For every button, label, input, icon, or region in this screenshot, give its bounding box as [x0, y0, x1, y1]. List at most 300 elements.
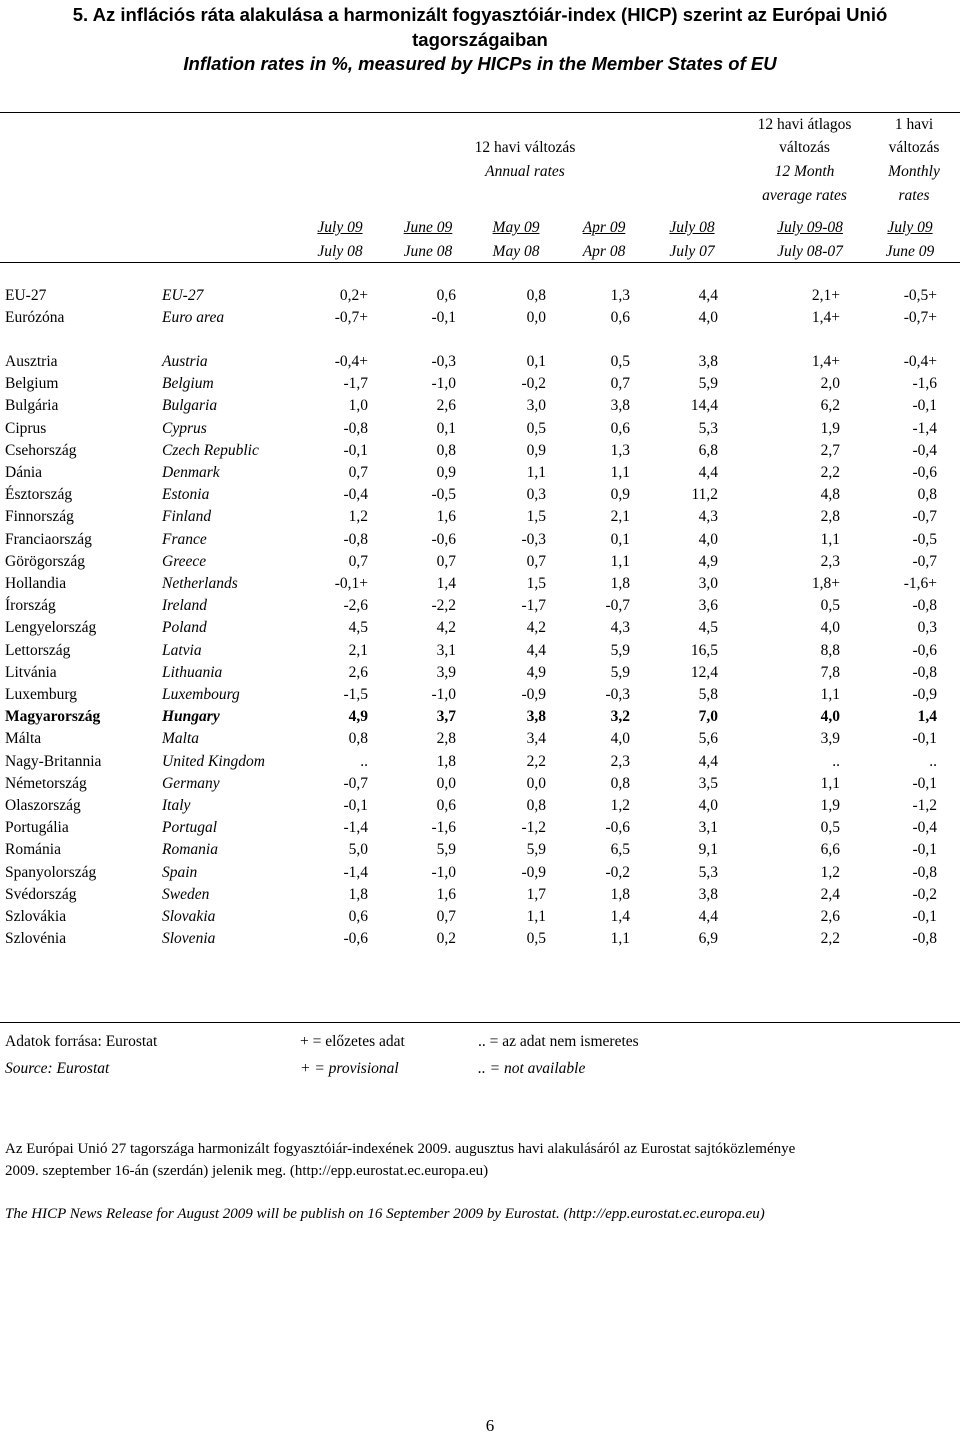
period-header-bottom: June 08 [403, 243, 453, 260]
rate-value: 3,9 [436, 663, 456, 681]
rate-value: -0,1 [431, 309, 456, 327]
rate-value: 4,5 [348, 619, 368, 637]
table-row [0, 573, 960, 595]
rate-value: -0,8 [343, 419, 368, 437]
rate-value: -1,4 [343, 819, 368, 837]
rate-value: 4,9 [348, 708, 368, 726]
rate-value: -0,6 [605, 819, 630, 837]
rate-value: 5,8 [698, 686, 718, 703]
rate-value: -0,7+ [334, 309, 368, 327]
rate-value: -0,1 [343, 441, 368, 459]
rate-value: 2,6 [348, 663, 368, 681]
rate-value: 4,4 [698, 287, 718, 304]
table-row [0, 773, 960, 795]
table-row [0, 418, 960, 440]
table-row [0, 373, 960, 395]
rate-value: 14,4 [690, 397, 718, 415]
rate-value: -1,0 [431, 686, 456, 703]
rate-value: 1,3 [610, 441, 630, 459]
rate-value: 0,6 [610, 419, 630, 437]
rate-value: 8,8 [820, 641, 840, 659]
rate-value: 3,8 [610, 397, 630, 415]
rate-value: 2,6 [436, 397, 456, 415]
period-header-top: June 09 [403, 219, 453, 236]
rate-value: 1,8 [348, 885, 368, 903]
page-number: 6 [485, 1416, 495, 1435]
rate-value: -1,2 [521, 819, 546, 837]
rate-value: 1,5 [526, 575, 546, 592]
table-row [0, 551, 960, 573]
rate-value: 0,0 [436, 774, 456, 792]
rate-value: 1,4 [917, 708, 937, 726]
rate-value: 0,8 [348, 730, 368, 748]
country-name-hu: Görögország [5, 552, 86, 570]
rate-value: 0,8 [610, 774, 630, 792]
rate-value: -0,8 [912, 863, 937, 881]
rate-value: 2,3 [820, 552, 840, 570]
country-name-en: Belgium [162, 375, 214, 393]
rate-value: 0,8 [526, 287, 546, 304]
rate-value: 4,9 [698, 552, 718, 570]
annual-rates-en: Annual rates [485, 163, 565, 180]
rate-value: -0,2 [912, 885, 937, 903]
rate-value: 3,7 [436, 708, 456, 726]
country-name-hu: Litvánia [5, 663, 57, 681]
rate-value: 3,2 [610, 708, 630, 726]
rate-value: 7,0 [698, 708, 718, 726]
page-subtitle-en: Inflation rates in %, measured by HICPs in the Member States of EU [183, 53, 777, 74]
rate-value: 4,0 [820, 708, 840, 726]
rate-value: -1,5 [343, 686, 368, 703]
rate-value: 4,8 [820, 486, 840, 504]
country-name-hu: Szlovénia [5, 930, 67, 948]
table-row [0, 640, 960, 662]
rate-value: 5,9 [436, 841, 456, 859]
country-name-en: Malta [162, 730, 200, 748]
country-name-en: Spain [162, 863, 198, 881]
rate-value: 0,1 [526, 353, 546, 370]
period-header-bottom: May 08 [492, 243, 540, 260]
country-name-hu: Spanyolország [5, 863, 97, 881]
rate-value: 0,5 [526, 419, 546, 437]
rate-value: 5,9 [526, 841, 546, 859]
source-hu: Adatok forrása: Eurostat [5, 1033, 158, 1050]
rate-value: 4,4 [698, 908, 718, 925]
country-name-en: Euro area [162, 309, 225, 327]
rate-value: 6,5 [610, 841, 630, 859]
rate-value: 0,5 [820, 597, 840, 615]
rate-value: 5,0 [348, 841, 368, 859]
country-name-en: Cyprus [162, 419, 207, 437]
country-name-hu: Eurózóna [5, 309, 65, 327]
release-note-hu-1: Az Európai Unió 27 tagországa harmonizált fogyasztóiár-indexének 2009. augusztus havi alakulásáról az Eurostat sajtóközleménye [5, 1141, 796, 1157]
period-header-bottom: July 08 [317, 243, 363, 260]
table-row [0, 751, 960, 773]
rate-value: -1,4 [912, 419, 937, 437]
rate-value: 1,1 [610, 464, 630, 481]
table-row [0, 906, 960, 928]
rate-value: 6,6 [820, 841, 840, 859]
rate-value: -0,9 [521, 686, 546, 703]
rate-value: 0,9 [526, 441, 546, 459]
table-row [0, 617, 960, 639]
rate-value: -0,3 [521, 530, 546, 548]
monthly-rates-en-1: Monthly [888, 163, 940, 180]
rate-value: -0,6 [343, 930, 368, 948]
rate-value: 1,9 [820, 419, 840, 437]
table-row [0, 839, 960, 861]
period-header-bottom: July 08-07 [777, 243, 843, 260]
rate-value: 3,1 [436, 641, 456, 659]
country-name-en: Luxembourg [162, 686, 240, 703]
rate-value: 0,7 [348, 552, 368, 570]
rate-value: 2,2 [820, 930, 840, 948]
country-name-hu: Dánia [5, 464, 43, 481]
header-bottom-rule [0, 262, 960, 263]
country-name-hu: Portugália [5, 819, 69, 837]
table-row [0, 506, 960, 528]
rate-value: 0,3 [917, 619, 937, 637]
rate-value: -0,5+ [903, 287, 937, 304]
country-name-hu: Magyarország [5, 708, 101, 726]
rate-value: 1,0 [348, 397, 368, 415]
rate-value: 3,8 [698, 885, 718, 903]
country-name-hu: Németország [5, 774, 87, 792]
rate-value: 3,0 [526, 397, 546, 415]
period-header-top: July 09 [317, 219, 363, 236]
table-row [0, 884, 960, 906]
avg-rates-en-2: average rates [762, 187, 847, 204]
rate-value: -1,0 [431, 375, 456, 393]
country-name-hu: Luxemburg [5, 686, 78, 703]
rate-value: -0,6 [431, 530, 456, 548]
rate-value: 3,1 [698, 819, 718, 837]
country-name-en: Greece [162, 552, 207, 570]
rate-value: 1,1 [820, 530, 840, 548]
table-row [0, 351, 960, 373]
rate-value: 9,1 [698, 841, 718, 859]
rate-value: -1,7 [521, 597, 546, 615]
table-row [0, 307, 960, 329]
table-row [0, 728, 960, 750]
country-name-hu: Belgium [5, 375, 59, 393]
country-name-hu: Ciprus [5, 419, 47, 437]
country-name-en: Poland [162, 619, 207, 637]
rate-value: 0,9 [610, 486, 630, 504]
rate-value: 3,6 [698, 597, 718, 615]
rate-value: 0,3 [526, 486, 546, 504]
rate-value: -0,6 [912, 641, 937, 659]
rate-value: -0,8 [912, 597, 937, 615]
country-name-hu: Málta [5, 730, 42, 748]
rate-value: 1,8 [610, 885, 630, 903]
avg-rates-hu-1: 12 havi átlagos [757, 116, 852, 133]
rate-value: 12,4 [690, 663, 718, 681]
rate-value: 4,2 [436, 619, 456, 637]
country-name-hu: Bulgária [5, 397, 59, 415]
not-available-en: .. = not available [478, 1060, 586, 1077]
rate-value: 11,2 [691, 486, 718, 504]
rate-value: -0,8 [343, 530, 368, 548]
rate-value: 2,7 [820, 441, 840, 459]
rate-value: -0,3 [605, 686, 630, 703]
rate-value: 1,8 [436, 752, 456, 770]
country-name-hu: Svédország [5, 885, 77, 903]
table-row [0, 395, 960, 417]
country-name-hu: Ausztria [5, 353, 58, 370]
period-header-top: July 09-08 [777, 219, 843, 236]
source-en: Source: Eurostat [5, 1060, 110, 1077]
rate-value: 3,8 [526, 708, 546, 726]
monthly-rates-en-2: rates [898, 187, 930, 204]
rate-value: .. [832, 752, 840, 770]
monthly-rates-hu-1: 1 havi [894, 116, 934, 133]
rate-value: 1,3 [610, 287, 630, 304]
rate-value: -1,0 [431, 863, 456, 881]
rate-value: 4,9 [526, 663, 546, 681]
rate-value: 2,4 [820, 885, 840, 903]
rate-value: -0,5 [431, 486, 456, 504]
country-name-hu: Franciaország [5, 530, 92, 548]
rate-value: 3,9 [820, 730, 840, 748]
rate-value: 2,2 [820, 464, 840, 481]
rate-value: 1,6 [436, 885, 456, 903]
country-name-en: Austria [162, 353, 208, 370]
table-row [0, 862, 960, 884]
rate-value: 0,2 [436, 930, 456, 948]
rate-value: .. [929, 752, 937, 770]
country-name-hu: Olaszország [5, 797, 81, 814]
rate-value: 0,1 [436, 419, 456, 437]
country-name-hu: Írország [5, 597, 56, 615]
period-header-top: May 09 [492, 219, 540, 236]
rate-value: 5,3 [698, 863, 718, 881]
country-name-en: Finland [162, 508, 212, 526]
rate-value: 7,8 [820, 663, 840, 681]
rate-value: 0,7 [436, 908, 456, 925]
country-name-en: Denmark [162, 464, 220, 481]
rate-value: 6,2 [820, 397, 840, 415]
rate-value: 2,1 [610, 508, 630, 526]
period-header-top: July 09 [887, 219, 933, 236]
table-row [0, 484, 960, 506]
rate-value: 2,8 [436, 730, 456, 748]
rate-value: -0,3 [431, 353, 456, 370]
rate-value: -0,7 [605, 597, 630, 615]
rate-value: 1,9 [820, 797, 840, 814]
annual-rates-hu: 12 havi változás [474, 139, 576, 156]
not-available-hu: .. = az adat nem ismeretes [478, 1033, 639, 1050]
rate-value: 1,8 [610, 575, 630, 592]
country-name-en: Bulgaria [162, 397, 218, 415]
country-name-hu: Észtország [5, 486, 73, 504]
rate-value: -0,2 [605, 863, 630, 881]
country-name-en: Sweden [162, 885, 210, 903]
rate-value: 1,4+ [811, 309, 840, 327]
rate-value: -0,7 [912, 508, 937, 526]
rate-value: 0,0 [526, 774, 546, 792]
country-name-en: Latvia [162, 641, 202, 659]
country-name-hu: Nagy-Britannia [5, 752, 102, 770]
rate-value: 0,7 [436, 552, 456, 570]
country-name-en: Portugal [162, 819, 218, 837]
rate-value: -0,7+ [903, 309, 937, 327]
country-name-en: Ireland [162, 597, 208, 615]
rate-value: 2,2 [526, 752, 546, 770]
rate-value: 4,0 [698, 309, 718, 327]
rate-value: 1,4+ [811, 353, 840, 370]
rate-value: 0,8 [436, 441, 456, 459]
rate-value: 0,5 [526, 930, 546, 948]
rate-value: 4,4 [698, 464, 718, 481]
page-title: 5. Az inflációs ráta alakulása a harmonizált fogyasztóiár-index (HICP) szerint az Európai Unió [72, 4, 888, 25]
rate-value: -0,1 [912, 908, 937, 925]
country-name-hu: Finnország [5, 508, 74, 526]
rate-value: 4,3 [610, 619, 630, 637]
country-name-en: Hungary [162, 708, 220, 726]
rate-value: 16,5 [690, 641, 718, 659]
avg-rates-en-1: 12 Month [774, 163, 835, 180]
provisional-en: + = provisional [300, 1060, 399, 1077]
rate-value: -0,6 [912, 464, 937, 481]
rate-value: -0,4 [343, 486, 368, 504]
rate-value: 1,2 [348, 508, 368, 526]
rate-value: 4,4 [526, 641, 546, 659]
rate-value: 3,5 [698, 774, 718, 792]
rate-value: 2,1+ [811, 287, 840, 304]
rate-value: 1,1 [526, 908, 546, 925]
rate-value: -1,7 [343, 375, 368, 393]
country-name-en: Estonia [162, 486, 210, 504]
rate-value: -1,6+ [903, 575, 937, 592]
rate-value: 0,7 [348, 464, 368, 481]
rate-value: 4,5 [698, 619, 718, 637]
release-note-hu-2: 2009. szeptember 16-án (szerdán) jelenik meg. (http://epp.eurostat.ec.europa.eu) [5, 1163, 489, 1179]
country-name-en: Netherlands [162, 575, 238, 592]
rate-value: .. [360, 752, 368, 770]
rate-value: 0,8 [526, 797, 546, 814]
avg-rates-hu-2: változás [779, 139, 830, 156]
rate-value: -0,4 [912, 441, 937, 459]
country-name-en: Slovenia [162, 930, 216, 948]
rate-value: 1,2 [820, 863, 840, 881]
table-row [0, 684, 960, 706]
country-name-en: France [162, 530, 207, 548]
rate-value: 0,6 [436, 287, 456, 304]
rate-value: 0,5 [610, 353, 630, 370]
rate-value: 4,4 [698, 752, 718, 770]
country-name-hu: Csehország [5, 441, 77, 459]
rate-value: 2,0 [820, 375, 840, 393]
rate-value: 6,8 [698, 441, 718, 459]
rate-value: 0,9 [436, 464, 456, 481]
rate-value: 4,0 [610, 730, 630, 748]
table-row [0, 529, 960, 551]
rate-value: 0,1 [610, 530, 630, 548]
rate-value: 5,6 [698, 730, 718, 748]
rate-value: -0,4+ [334, 353, 368, 370]
rate-value: 1,1 [820, 774, 840, 792]
table-row [0, 285, 960, 307]
rate-value: 2,8 [820, 508, 840, 526]
country-name-en: EU-27 [162, 287, 204, 304]
rate-value: 4,0 [820, 619, 840, 637]
rate-value: 4,3 [698, 508, 718, 526]
rate-value: -0,4 [912, 819, 937, 837]
country-name-en: United Kingdom [162, 752, 265, 770]
rate-value: 1,5 [526, 508, 546, 526]
rate-value: 2,3 [610, 752, 630, 770]
rate-value: -0,1+ [334, 575, 368, 592]
country-name-en: Italy [162, 797, 191, 814]
page-title-line2: tagországaiban [412, 29, 548, 50]
rate-value: -0,1 [912, 774, 937, 792]
rate-value: -1,2 [912, 797, 937, 814]
country-name-en: Slovakia [162, 908, 216, 925]
table-row [0, 662, 960, 684]
rate-value: -0,2 [521, 375, 546, 393]
rate-value: 0,7 [526, 552, 546, 570]
rate-value: 5,9 [610, 663, 630, 681]
table-row [0, 795, 960, 817]
table-row [0, 706, 960, 728]
table-row [0, 595, 960, 617]
rate-value: 1,2 [610, 797, 630, 814]
rate-value: -0,8 [912, 930, 937, 948]
table-row [0, 928, 960, 950]
table-row [0, 440, 960, 462]
rate-value: 4,0 [698, 797, 718, 814]
country-name-hu: EU-27 [5, 287, 47, 304]
rate-value: -0,9 [912, 686, 937, 703]
rate-value: 0,6 [348, 908, 368, 925]
rate-value: 1,7 [526, 885, 546, 903]
country-name-en: Romania [162, 841, 218, 859]
rate-value: -1,4 [343, 863, 368, 881]
rate-value: -0,5 [912, 530, 937, 548]
period-header-bottom: July 07 [669, 243, 715, 260]
monthly-rates-hu-2: változás [888, 139, 940, 156]
rate-value: 5,3 [698, 419, 718, 437]
rate-value: -1,6 [431, 819, 456, 837]
period-header-bottom: Apr 08 [582, 243, 626, 260]
rate-value: -2,6 [343, 597, 368, 615]
country-name-hu: Románia [5, 841, 61, 859]
rate-value: -0,8 [912, 663, 937, 681]
rate-value: 4,2 [526, 619, 546, 637]
rate-value: -0,7 [912, 552, 937, 570]
rate-value: 3,4 [526, 730, 546, 748]
rate-value: -0,1 [912, 397, 937, 415]
rate-value: 5,9 [698, 375, 718, 393]
rate-value: 5,9 [610, 641, 630, 659]
rate-value: 0,6 [436, 797, 456, 814]
country-name-hu: Lettország [5, 641, 71, 659]
rate-value: 0,2+ [339, 287, 368, 304]
table-row [0, 817, 960, 839]
rate-value: 3,8 [698, 353, 718, 370]
rate-value: -0,1 [912, 730, 937, 748]
rate-value: 3,0 [698, 575, 718, 592]
rate-value: 1,1 [820, 686, 840, 703]
rate-value: -0,9 [521, 863, 546, 881]
rate-value: -0,1 [912, 841, 937, 859]
rate-value: 1,6 [436, 508, 456, 526]
country-name-hu: Szlovákia [5, 908, 67, 925]
provisional-hu: + = előzetes adat [300, 1033, 405, 1050]
rate-value: -0,7 [343, 774, 368, 792]
rate-value: 1,4 [436, 575, 456, 592]
